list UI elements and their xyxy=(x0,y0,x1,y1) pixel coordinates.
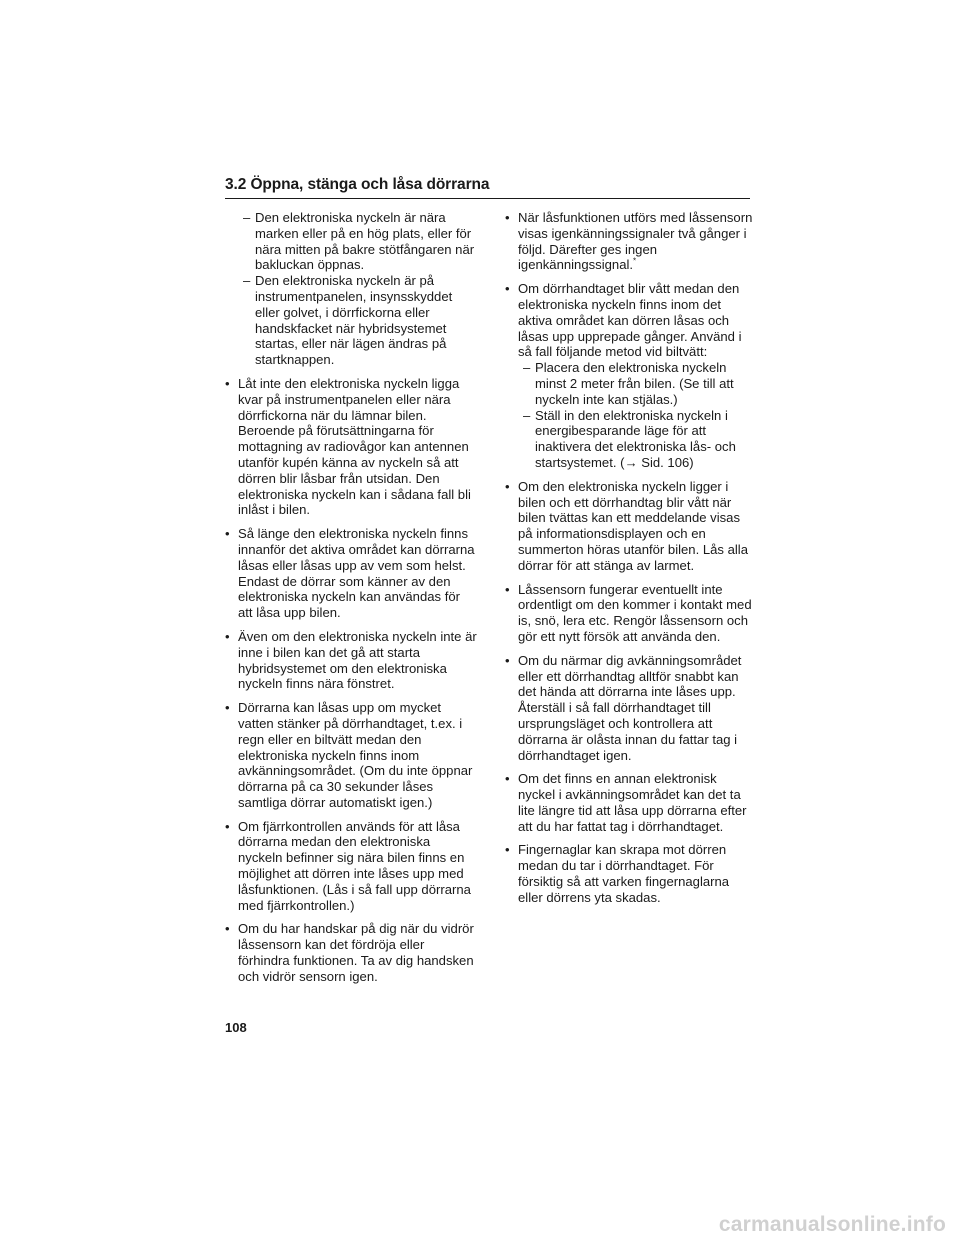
bullet-mark: • xyxy=(505,281,510,297)
sub-dash-item xyxy=(505,360,757,407)
bullet-mark: • xyxy=(225,700,230,716)
section-header xyxy=(225,176,750,199)
list-item-text: Även om den elektroniska nyckeln inte är inne i bilen kan det gå att starta hybridsystemet om den elektroniska nyckeln finns nära fönstret. xyxy=(238,628,477,692)
footnote-marker: * xyxy=(633,257,637,267)
list-item xyxy=(225,921,477,984)
list-item-text: Så länge den elektroniska nyckeln finns innanför det aktiva området kan dörrarna låsas eller låsas upp av vem som helst. Endast de dörrar som känner av den elektroniska nyckeln kan användas för att låsa upp bilen. xyxy=(238,526,475,621)
list-item xyxy=(505,281,757,471)
dash-list-top xyxy=(225,210,477,368)
list-item-text: Om dörrhandtaget blir vått medan den elektroniska nyckeln finns inom det aktiva området kan dörren låsas och låsas upp upprepade gånger. Använd i så fall följande metod vid biltvätt: xyxy=(518,281,742,360)
dash-mark: – xyxy=(243,273,251,289)
list-item-text: Dörrarna kan låsas upp om mycket vatten stänker på dörrhandtaget, t.ex. i regn eller en biltvätt medan den elektroniska nyckeln finns inom avkänningsområdet. (Om du inte öppnar dörrarna på ca 30 sekunder låses samtliga dörrar automatiskt igen.) xyxy=(238,700,473,810)
sub-dash-item xyxy=(505,408,757,471)
page-number: 108 xyxy=(225,1020,247,1035)
list-item-text: Om du har handskar på dig när du vidrör låssensorn kan det fördröja eller förhindra funktionen. Ta av dig handsken och vidrör sensorn igen. xyxy=(238,921,474,984)
list-item xyxy=(225,629,477,692)
list-item xyxy=(505,653,757,764)
bullet-mark: • xyxy=(225,526,230,542)
list-item-text: Fingernaglar kan skrapa mot dörren medan du tar i dörrhandtaget. För försiktig så att varken fingernaglarna eller dörrens yta skadas. xyxy=(518,842,730,905)
dash-mark: – xyxy=(243,210,251,225)
list-item-text: Om du närmar dig avkänningsområdet eller ett dörrhandtag alltför snabbt kan det hända att dörrarna inte låses upp. Återställ i så fall dörrhandtaget till ursprungsläget och kontrollera att dörrarna är olåsta innan du fattar tag i dörrhandtaget igen. xyxy=(518,652,742,763)
list-item-text: Om fjärrkontrollen används för att låsa dörrarna medan den elektroniska nyckeln befinner sig nära bilen finns en möjlighet att dörren inte låses upp med låsfunktionen. (Lås i så fall upp dörrarna med fjärrkontrollen.) xyxy=(238,818,471,913)
list-item xyxy=(505,210,757,273)
dash-item xyxy=(225,273,477,368)
bullet-mark: • xyxy=(505,652,510,668)
left-column xyxy=(225,210,477,993)
sub-dash-text: Placera den elektroniska nyckeln minst 2 meter från bilen. (Se till att nyckeln inte kan stjälas.) xyxy=(535,360,734,407)
dash-text: Den elektroniska nyckeln är på instrumentpanelen, insynsskyddet eller golvet, i dörrfickorna eller handskfacket när hybridsystemet startas, eller när lägen ändras på startknappen. xyxy=(255,273,453,368)
watermark: carmanualsonline.info xyxy=(718,1213,946,1236)
list-item-text: Om den elektroniska nyckeln ligger i bilen och ett dörrhandtag blir vått när bilen tvättas kan ett meddelande visas på informationsdisplayen och en summerton höras utanför bilen. Lås alla dörrar för att stänga av larmet. xyxy=(518,478,748,573)
dash-mark: – xyxy=(523,407,531,423)
list-item xyxy=(225,819,477,914)
list-item-text: När låsfunktionen utförs med låssensorn visas igenkänningssignaler två gånger i följd. Därefter ges ingen igenkänningssignal. xyxy=(518,210,753,273)
bullet-mark: • xyxy=(225,628,230,644)
bullet-mark: • xyxy=(505,771,510,787)
list-item-text: Låt inte den elektroniska nyckeln ligga kvar på instrumentpanelen eller nära dörrfickorna när du lämnar bilen. Beroende på förutsättningarna för mottagning av radiovågor kan antennen utanför kupén känna av nyckeln så att dörren blir låsbar från utsidan. Den elektroniska nyckeln kan i sådana fall bli inlåst i bilen. xyxy=(238,375,471,518)
bullet-mark: • xyxy=(505,210,510,225)
right-column xyxy=(505,210,757,914)
bullet-mark: • xyxy=(225,818,230,834)
list-item-text: Om det finns en annan elektronisk nyckel i avkänningsområdet kan det ta lite längre tid att låsa upp dörrarna efter att du har fattat tag i dörrhandtaget. xyxy=(518,771,747,834)
bullet-mark: • xyxy=(505,842,510,858)
dash-item xyxy=(225,210,477,273)
list-item xyxy=(225,526,477,621)
dash-text: Den elektroniska nyckeln är nära marken eller på en hög plats, eller för nära mitten på bakre stötfångaren när bakluckan öppnas. xyxy=(255,210,475,273)
list-item xyxy=(225,376,477,518)
bullet-mark: • xyxy=(225,921,230,937)
bullet-mark: • xyxy=(505,581,510,597)
list-item xyxy=(505,771,757,834)
list-item xyxy=(505,479,757,574)
dash-mark: – xyxy=(523,360,531,376)
sub-dash-text: Ställ in den elektroniska nyckeln i energibesparande läge för att inaktivera det elektroniska lås- och startsystemet. (→ Sid. 106) xyxy=(535,407,736,470)
list-item-text: Låssensorn fungerar eventuellt inte ordentligt om den kommer i kontakt med is, snö, lera etc. Rengör låssensorn och gör ett nytt försök att använda den. xyxy=(518,581,752,644)
list-item xyxy=(505,582,757,645)
section-title: 3.2 Öppna, stänga och låsa dörrarna xyxy=(225,176,490,193)
list-item xyxy=(505,842,757,905)
bullet-mark: • xyxy=(225,375,230,391)
bullet-mark: • xyxy=(505,478,510,494)
list-item xyxy=(225,700,477,811)
